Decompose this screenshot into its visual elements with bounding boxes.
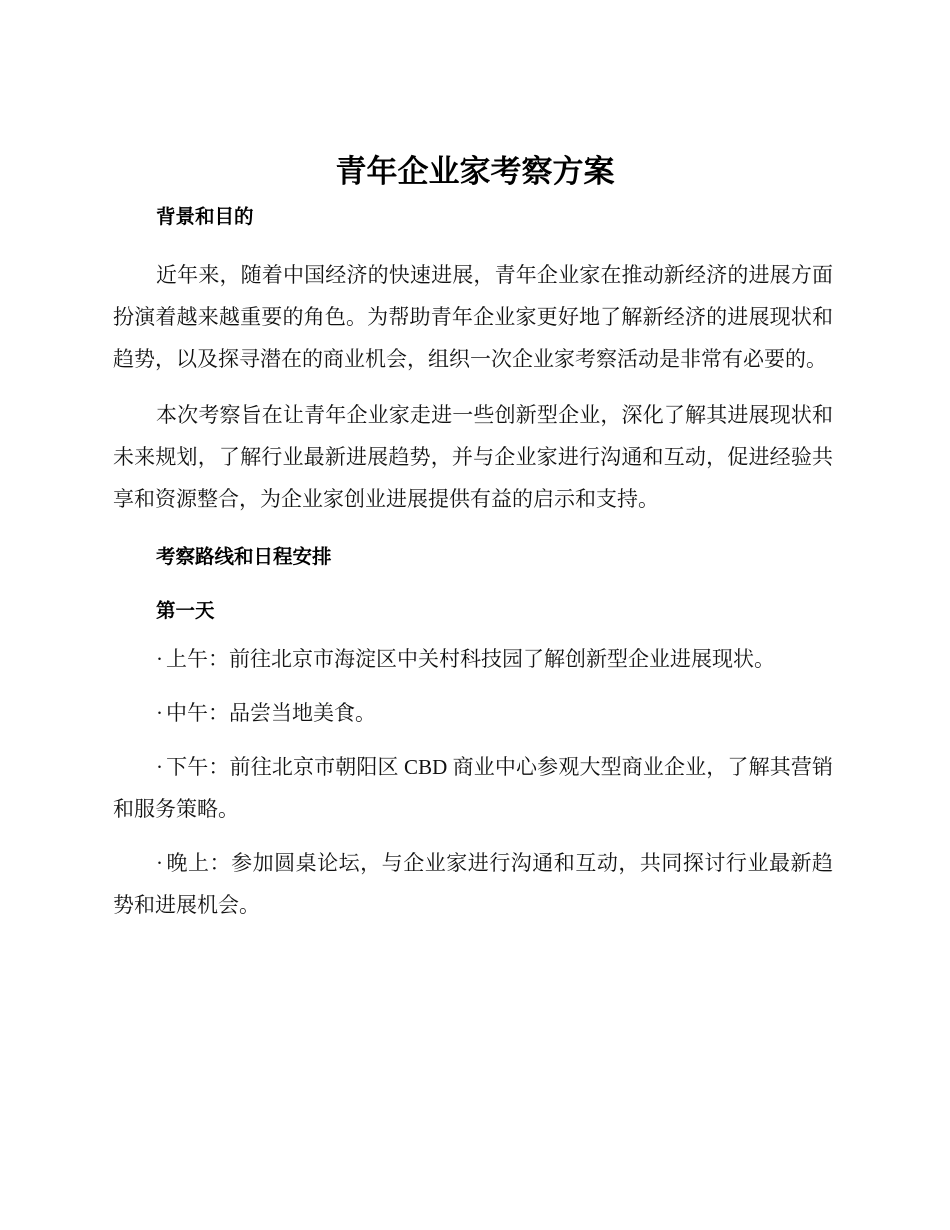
document-body — [113, 198, 833, 926]
list-item — [113, 692, 833, 734]
list-item-text: 下午：前往北京市朝阳区 CBD 商业中心参观大型商业企业，了解其营销和服务策略。 — [113, 755, 833, 821]
list-item-text: 中午：品尝当地美食。 — [166, 701, 376, 725]
list-item — [113, 842, 833, 926]
section-heading-background: 背景和目的 — [156, 205, 254, 228]
bullet-icon: · — [156, 701, 163, 725]
bullet-icon: · — [156, 755, 163, 779]
list-item — [113, 638, 833, 680]
section-heading-day1: 第一天 — [156, 599, 215, 622]
list-item — [113, 746, 833, 830]
list-item-text: 晚上：参加圆桌论坛，与企业家进行沟通和互动，共同探讨行业最新趋势和进展机会。 — [113, 851, 833, 917]
paragraph-background-1: 近年来，随着中国经济的快速进展，青年企业家在推动新经济的进展方面扮演着越来越重要的角色。为帮助青年企业家更好地了解新经济的进展现状和趋势，以及探寻潜在的商业机会，组织一次企业家考察活动是非常有必要的。 — [113, 263, 833, 371]
paragraph-background-2: 本次考察旨在让青年企业家走进一些创新型企业，深化了解其进展现状和未来规划，了解行业最新进展趋势，并与企业家进行沟通和互动，促进经验共享和资源整合，为企业家创业进展提供有益的启示和支持。 — [113, 403, 833, 511]
section-heading-route: 考察路线和日程安排 — [156, 545, 332, 568]
document-title: 青年企业家考察方案 — [335, 154, 615, 190]
list-item-text: 上午：前往北京市海淀区中关村科技园了解创新型企业进展现状。 — [166, 647, 775, 671]
bullet-icon: · — [156, 647, 163, 671]
bullet-icon: · — [156, 851, 163, 875]
